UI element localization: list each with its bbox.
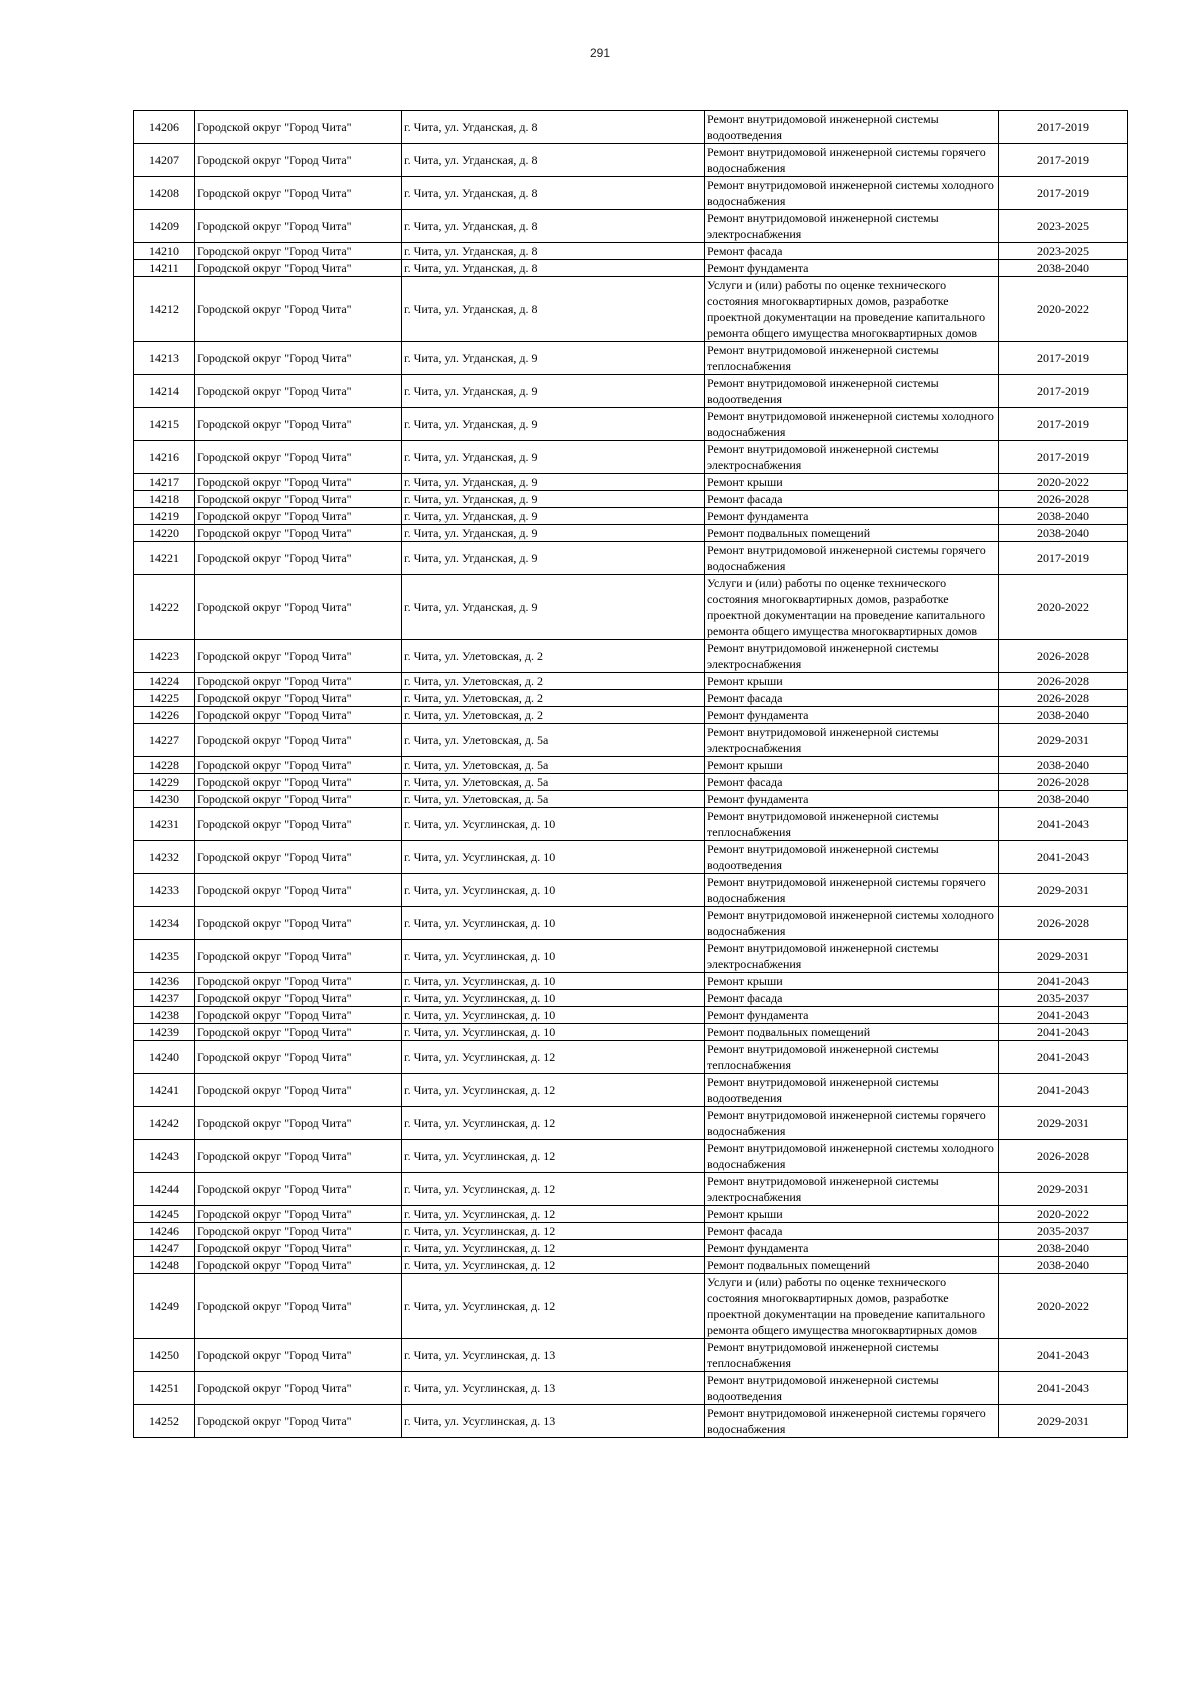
address-cell: г. Чита, ул. Усуглинская, д. 10 [402,808,705,841]
municipality-cell: Городской округ "Город Чита" [195,375,402,408]
work-type-cell: Ремонт внутридомовой инженерной системы электроснабжения [705,1173,999,1206]
period-cell: 2026-2028 [999,907,1128,940]
work-type-cell: Ремонт внутридомовой инженерной системы водоотведения [705,841,999,874]
work-type-cell: Услуги и (или) работы по оценке технического состояния многоквартирных домов, разработке проектной документации на проведение капитального ремонта общего имущества многоквартирных домов [705,575,999,640]
address-cell: г. Чита, ул. Усуглинская, д. 12 [402,1274,705,1339]
row-number-cell: 14232 [134,841,195,874]
municipality-cell: Городской округ "Город Чита" [195,1405,402,1438]
address-cell: г. Чита, ул. Усуглинская, д. 12 [402,1140,705,1173]
municipality-cell: Городской округ "Город Чита" [195,724,402,757]
table-row [134,1223,1128,1240]
municipality-cell: Городской округ "Город Чита" [195,1173,402,1206]
table-row [134,757,1128,774]
work-type-cell: Ремонт фундамента [705,260,999,277]
work-type-cell: Ремонт внутридомовой инженерной системы водоотведения [705,375,999,408]
row-number-cell: 14216 [134,441,195,474]
row-number-cell: 14223 [134,640,195,673]
row-number-cell: 14248 [134,1257,195,1274]
row-number-cell: 14207 [134,144,195,177]
work-type-cell: Ремонт фундамента [705,508,999,525]
table-row [134,940,1128,973]
period-cell: 2041-2043 [999,1339,1128,1372]
municipality-cell: Городской округ "Город Чита" [195,508,402,525]
municipality-cell: Городской округ "Город Чита" [195,491,402,508]
work-type-cell: Ремонт фундамента [705,707,999,724]
table-row [134,260,1128,277]
period-cell: 2041-2043 [999,808,1128,841]
work-type-cell: Ремонт фасада [705,491,999,508]
period-cell: 2017-2019 [999,441,1128,474]
work-type-cell: Ремонт фасада [705,243,999,260]
row-number-cell: 14215 [134,408,195,441]
work-type-cell: Услуги и (или) работы по оценке технического состояния многоквартирных домов, разработке проектной документации на проведение капитального ремонта общего имущества многоквартирных домов [705,1274,999,1339]
municipality-cell: Городской округ "Город Чита" [195,874,402,907]
work-type-cell: Ремонт крыши [705,973,999,990]
period-cell: 2023-2025 [999,210,1128,243]
address-cell: г. Чита, ул. Усуглинская, д. 10 [402,874,705,907]
row-number-cell: 14226 [134,707,195,724]
address-cell: г. Чита, ул. Усуглинская, д. 12 [402,1257,705,1274]
period-cell: 2020-2022 [999,1274,1128,1339]
row-number-cell: 14233 [134,874,195,907]
row-number-cell: 14238 [134,1007,195,1024]
table-body [134,111,1128,1438]
table-row [134,640,1128,673]
table-row [134,491,1128,508]
period-cell: 2038-2040 [999,1240,1128,1257]
row-number-cell: 14239 [134,1024,195,1041]
address-cell: г. Чита, ул. Усуглинская, д. 13 [402,1405,705,1438]
address-cell: г. Чита, ул. Усуглинская, д. 10 [402,973,705,990]
address-cell: г. Чита, ул. Улетовская, д. 5а [402,774,705,791]
address-cell: г. Чита, ул. Угданская, д. 9 [402,474,705,491]
period-cell: 2017-2019 [999,375,1128,408]
row-number-cell: 14225 [134,690,195,707]
municipality-cell: Городской округ "Город Чита" [195,791,402,808]
municipality-cell: Городской округ "Город Чита" [195,441,402,474]
table-row [134,1007,1128,1024]
table-row [134,973,1128,990]
address-cell: г. Чита, ул. Угданская, д. 9 [402,491,705,508]
work-type-cell: Ремонт внутридомовой инженерной системы водоотведения [705,1372,999,1405]
period-cell: 2029-2031 [999,1405,1128,1438]
municipality-cell: Городской округ "Город Чита" [195,1041,402,1074]
row-number-cell: 14228 [134,757,195,774]
work-type-cell: Ремонт фасада [705,990,999,1007]
row-number-cell: 14213 [134,342,195,375]
address-cell: г. Чита, ул. Угданская, д. 9 [402,408,705,441]
period-cell: 2026-2028 [999,1140,1128,1173]
table-row [134,1173,1128,1206]
work-type-cell: Ремонт фундамента [705,791,999,808]
municipality-cell: Городской округ "Город Чита" [195,277,402,342]
municipality-cell: Городской округ "Город Чита" [195,210,402,243]
period-cell: 2038-2040 [999,525,1128,542]
address-cell: г. Чита, ул. Улетовская, д. 5а [402,724,705,757]
work-type-cell: Ремонт внутридомовой инженерной системы теплоснабжения [705,808,999,841]
address-cell: г. Чита, ул. Угданская, д. 9 [402,375,705,408]
address-cell: г. Чита, ул. Угданская, д. 9 [402,575,705,640]
period-cell: 2035-2037 [999,990,1128,1007]
address-cell: г. Чита, ул. Усуглинская, д. 12 [402,1107,705,1140]
municipality-cell: Городской округ "Город Чита" [195,757,402,774]
municipality-cell: Городской округ "Город Чита" [195,808,402,841]
period-cell: 2020-2022 [999,1206,1128,1223]
row-number-cell: 14209 [134,210,195,243]
table-row [134,707,1128,724]
work-type-cell: Ремонт внутридомовой инженерной системы горячего водоснабжения [705,542,999,575]
period-cell: 2041-2043 [999,1372,1128,1405]
row-number-cell: 14208 [134,177,195,210]
work-type-cell: Ремонт внутридомовой инженерной системы электроснабжения [705,940,999,973]
period-cell: 2026-2028 [999,774,1128,791]
repair-schedule-table [133,110,1128,1438]
municipality-cell: Городской округ "Город Чита" [195,1372,402,1405]
work-type-cell: Ремонт подвальных помещений [705,525,999,542]
table-row [134,1140,1128,1173]
work-type-cell: Ремонт фундамента [705,1240,999,1257]
period-cell: 2038-2040 [999,757,1128,774]
municipality-cell: Городской округ "Город Чита" [195,1257,402,1274]
table-row [134,575,1128,640]
table-row [134,1405,1128,1438]
municipality-cell: Городской округ "Город Чита" [195,243,402,260]
period-cell: 2017-2019 [999,144,1128,177]
period-cell: 2017-2019 [999,177,1128,210]
period-cell: 2038-2040 [999,260,1128,277]
row-number-cell: 14249 [134,1274,195,1339]
address-cell: г. Чита, ул. Угданская, д. 8 [402,243,705,260]
work-type-cell: Ремонт внутридомовой инженерной системы электроснабжения [705,210,999,243]
page-number: 291 [589,46,611,60]
address-cell: г. Чита, ул. Усуглинская, д. 10 [402,990,705,1007]
work-type-cell: Ремонт крыши [705,474,999,491]
work-type-cell: Ремонт внутридомовой инженерной системы холодного водоснабжения [705,177,999,210]
municipality-cell: Городской округ "Город Чита" [195,1140,402,1173]
period-cell: 2026-2028 [999,640,1128,673]
row-number-cell: 14211 [134,260,195,277]
municipality-cell: Городской округ "Город Чита" [195,260,402,277]
row-number-cell: 14219 [134,508,195,525]
row-number-cell: 14243 [134,1140,195,1173]
period-cell: 2038-2040 [999,707,1128,724]
work-type-cell: Ремонт подвальных помещений [705,1024,999,1041]
work-type-cell: Ремонт внутридомовой инженерной системы горячего водоснабжения [705,1405,999,1438]
period-cell: 2017-2019 [999,542,1128,575]
table-row [134,111,1128,144]
row-number-cell: 14247 [134,1240,195,1257]
address-cell: г. Чита, ул. Усуглинская, д. 12 [402,1240,705,1257]
row-number-cell: 14234 [134,907,195,940]
address-cell: г. Чита, ул. Усуглинская, д. 12 [402,1223,705,1240]
table-row [134,177,1128,210]
period-cell: 2017-2019 [999,408,1128,441]
row-number-cell: 14242 [134,1107,195,1140]
period-cell: 2029-2031 [999,1107,1128,1140]
table-row [134,1074,1128,1107]
table-row [134,990,1128,1007]
row-number-cell: 14251 [134,1372,195,1405]
address-cell: г. Чита, ул. Угданская, д. 8 [402,210,705,243]
municipality-cell: Городской округ "Город Чита" [195,144,402,177]
period-cell: 2035-2037 [999,1223,1128,1240]
municipality-cell: Городской округ "Город Чита" [195,690,402,707]
municipality-cell: Городской округ "Город Чита" [195,907,402,940]
row-number-cell: 14230 [134,791,195,808]
table-row [134,210,1128,243]
period-cell: 2029-2031 [999,940,1128,973]
municipality-cell: Городской округ "Город Чита" [195,973,402,990]
work-type-cell: Ремонт внутридомовой инженерной системы холодного водоснабжения [705,1140,999,1173]
work-type-cell: Ремонт фундамента [705,1007,999,1024]
address-cell: г. Чита, ул. Усуглинская, д. 10 [402,940,705,973]
work-type-cell: Услуги и (или) работы по оценке технического состояния многоквартирных домов, разработке проектной документации на проведение капитального ремонта общего имущества многоквартирных домов [705,277,999,342]
work-type-cell: Ремонт внутридомовой инженерной системы электроснабжения [705,441,999,474]
period-cell: 2023-2025 [999,243,1128,260]
work-type-cell: Ремонт внутридомовой инженерной системы водоотведения [705,111,999,144]
period-cell: 2026-2028 [999,491,1128,508]
row-number-cell: 14220 [134,525,195,542]
row-number-cell: 14222 [134,575,195,640]
work-type-cell: Ремонт фасада [705,690,999,707]
work-type-cell: Ремонт внутридомовой инженерной системы горячего водоснабжения [705,874,999,907]
row-number-cell: 14224 [134,673,195,690]
row-number-cell: 14206 [134,111,195,144]
row-number-cell: 14241 [134,1074,195,1107]
municipality-cell: Городской округ "Город Чита" [195,575,402,640]
period-cell: 2017-2019 [999,342,1128,375]
row-number-cell: 14229 [134,774,195,791]
period-cell: 2020-2022 [999,575,1128,640]
municipality-cell: Городской округ "Город Чита" [195,542,402,575]
work-type-cell: Ремонт крыши [705,673,999,690]
municipality-cell: Городской округ "Город Чита" [195,1240,402,1257]
address-cell: г. Чита, ул. Улетовская, д. 2 [402,707,705,724]
address-cell: г. Чита, ул. Угданская, д. 9 [402,441,705,474]
address-cell: г. Чита, ул. Угданская, д. 8 [402,260,705,277]
table-row [134,408,1128,441]
address-cell: г. Чита, ул. Усуглинская, д. 12 [402,1173,705,1206]
table-row [134,1339,1128,1372]
address-cell: г. Чита, ул. Усуглинская, д. 12 [402,1074,705,1107]
row-number-cell: 14237 [134,990,195,1007]
address-cell: г. Чита, ул. Усуглинская, д. 12 [402,1041,705,1074]
address-cell: г. Чита, ул. Улетовская, д. 5а [402,757,705,774]
municipality-cell: Городской округ "Город Чита" [195,1074,402,1107]
address-cell: г. Чита, ул. Усуглинская, д. 10 [402,907,705,940]
address-cell: г. Чита, ул. Улетовская, д. 5а [402,791,705,808]
address-cell: г. Чита, ул. Усуглинская, д. 10 [402,841,705,874]
work-type-cell: Ремонт внутридомовой инженерной системы электроснабжения [705,640,999,673]
table-row [134,841,1128,874]
period-cell: 2026-2028 [999,673,1128,690]
row-number-cell: 14231 [134,808,195,841]
row-number-cell: 14235 [134,940,195,973]
row-number-cell: 14236 [134,973,195,990]
table-row [134,1372,1128,1405]
table-row [134,1240,1128,1257]
address-cell: г. Чита, ул. Усуглинская, д. 13 [402,1372,705,1405]
work-type-cell: Ремонт фасада [705,774,999,791]
work-type-cell: Ремонт внутридомовой инженерной системы теплоснабжения [705,342,999,375]
table-row [134,474,1128,491]
work-type-cell: Ремонт внутридомовой инженерной системы теплоснабжения [705,1041,999,1074]
table-row [134,1107,1128,1140]
municipality-cell: Городской округ "Город Чита" [195,640,402,673]
municipality-cell: Городской округ "Город Чита" [195,408,402,441]
address-cell: г. Чита, ул. Угданская, д. 9 [402,542,705,575]
period-cell: 2017-2019 [999,111,1128,144]
table-row [134,907,1128,940]
period-cell: 2041-2043 [999,1024,1128,1041]
row-number-cell: 14244 [134,1173,195,1206]
municipality-cell: Городской округ "Город Чита" [195,774,402,791]
municipality-cell: Городской округ "Город Чита" [195,707,402,724]
table-row [134,808,1128,841]
table-row [134,724,1128,757]
municipality-cell: Городской округ "Город Чита" [195,342,402,375]
table-row [134,874,1128,907]
municipality-cell: Городской округ "Город Чита" [195,1206,402,1223]
table-row [134,774,1128,791]
row-number-cell: 14218 [134,491,195,508]
address-cell: г. Чита, ул. Угданская, д. 8 [402,277,705,342]
table-row [134,673,1128,690]
table-row [134,375,1128,408]
municipality-cell: Городской округ "Город Чита" [195,111,402,144]
table-row [134,791,1128,808]
table-row [134,508,1128,525]
work-type-cell: Ремонт внутридомовой инженерной системы горячего водоснабжения [705,144,999,177]
work-type-cell: Ремонт подвальных помещений [705,1257,999,1274]
period-cell: 2041-2043 [999,841,1128,874]
table-row [134,243,1128,260]
row-number-cell: 14221 [134,542,195,575]
table-row [134,1206,1128,1223]
table-row [134,542,1128,575]
municipality-cell: Городской округ "Город Чита" [195,1007,402,1024]
period-cell: 2020-2022 [999,277,1128,342]
address-cell: г. Чита, ул. Усуглинская, д. 10 [402,1007,705,1024]
municipality-cell: Городской округ "Город Чита" [195,525,402,542]
row-number-cell: 14250 [134,1339,195,1372]
period-cell: 2038-2040 [999,508,1128,525]
municipality-cell: Городской округ "Город Чита" [195,474,402,491]
address-cell: г. Чита, ул. Угданская, д. 9 [402,508,705,525]
work-type-cell: Ремонт внутридомовой инженерной системы холодного водоснабжения [705,408,999,441]
work-type-cell: Ремонт внутридомовой инженерной системы электроснабжения [705,724,999,757]
period-cell: 2029-2031 [999,724,1128,757]
table-row [134,1274,1128,1339]
period-cell: 2026-2028 [999,690,1128,707]
municipality-cell: Городской округ "Город Чита" [195,990,402,1007]
work-type-cell: Ремонт внутридомовой инженерной системы теплоснабжения [705,1339,999,1372]
address-cell: г. Чита, ул. Угданская, д. 8 [402,144,705,177]
address-cell: г. Чита, ул. Улетовская, д. 2 [402,640,705,673]
row-number-cell: 14252 [134,1405,195,1438]
address-cell: г. Чита, ул. Угданская, д. 8 [402,177,705,210]
municipality-cell: Городской округ "Город Чита" [195,673,402,690]
row-number-cell: 14240 [134,1041,195,1074]
work-type-cell: Ремонт внутридомовой инженерной системы холодного водоснабжения [705,907,999,940]
address-cell: г. Чита, ул. Усуглинская, д. 10 [402,1024,705,1041]
table-row [134,277,1128,342]
municipality-cell: Городской округ "Город Чита" [195,1024,402,1041]
row-number-cell: 14217 [134,474,195,491]
row-number-cell: 14210 [134,243,195,260]
work-type-cell: Ремонт фасада [705,1223,999,1240]
table-row [134,342,1128,375]
address-cell: г. Чита, ул. Усуглинская, д. 12 [402,1206,705,1223]
work-type-cell: Ремонт крыши [705,1206,999,1223]
address-cell: г. Чита, ул. Усуглинская, д. 13 [402,1339,705,1372]
period-cell: 2029-2031 [999,1173,1128,1206]
municipality-cell: Городской округ "Город Чита" [195,1223,402,1240]
row-number-cell: 14214 [134,375,195,408]
work-type-cell: Ремонт крыши [705,757,999,774]
row-number-cell: 14245 [134,1206,195,1223]
table-row [134,144,1128,177]
period-cell: 2038-2040 [999,1257,1128,1274]
municipality-cell: Городской округ "Город Чита" [195,177,402,210]
address-cell: г. Чита, ул. Угданская, д. 9 [402,525,705,542]
municipality-cell: Городской округ "Город Чита" [195,940,402,973]
period-cell: 2038-2040 [999,791,1128,808]
table-row [134,1257,1128,1274]
table-row [134,1041,1128,1074]
table-row [134,1024,1128,1041]
municipality-cell: Городской округ "Город Чита" [195,1274,402,1339]
row-number-cell: 14246 [134,1223,195,1240]
period-cell: 2041-2043 [999,1007,1128,1024]
address-cell: г. Чита, ул. Улетовская, д. 2 [402,673,705,690]
row-number-cell: 14227 [134,724,195,757]
municipality-cell: Городской округ "Город Чита" [195,1107,402,1140]
address-cell: г. Чита, ул. Угданская, д. 9 [402,342,705,375]
work-type-cell: Ремонт внутридомовой инженерной системы водоотведения [705,1074,999,1107]
address-cell: г. Чита, ул. Угданская, д. 8 [402,111,705,144]
work-type-cell: Ремонт внутридомовой инженерной системы горячего водоснабжения [705,1107,999,1140]
period-cell: 2041-2043 [999,973,1128,990]
table-row [134,690,1128,707]
table-row [134,525,1128,542]
address-cell: г. Чита, ул. Улетовская, д. 2 [402,690,705,707]
municipality-cell: Городской округ "Город Чита" [195,1339,402,1372]
row-number-cell: 14212 [134,277,195,342]
table-row [134,441,1128,474]
period-cell: 2041-2043 [999,1074,1128,1107]
municipality-cell: Городской округ "Город Чита" [195,841,402,874]
period-cell: 2041-2043 [999,1041,1128,1074]
period-cell: 2020-2022 [999,474,1128,491]
period-cell: 2029-2031 [999,874,1128,907]
